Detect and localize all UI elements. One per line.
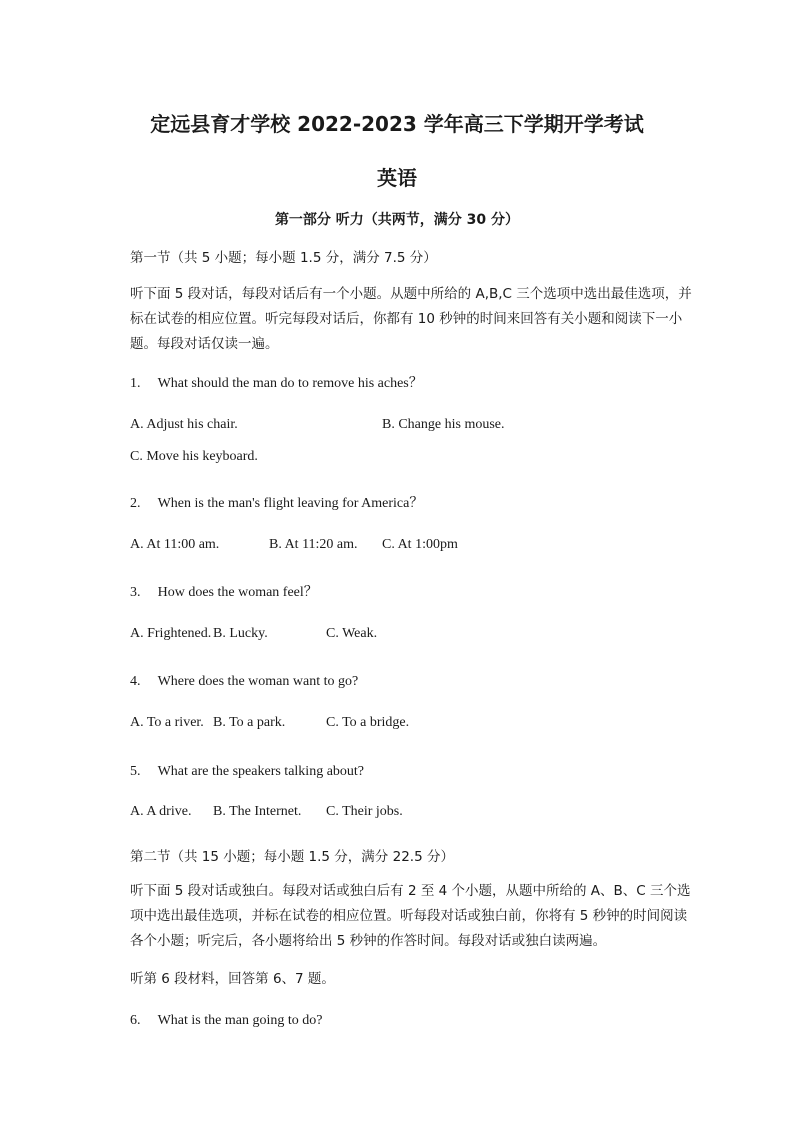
option-c: C. To a bridge. <box>326 715 410 730</box>
question-text: When is the man's flight leaving for America？ <box>157 496 424 511</box>
question-3 <box>130 581 318 601</box>
question-text: What are the speakers talking about? <box>157 764 365 779</box>
question-number: 6. <box>130 1013 141 1028</box>
question-number: 5. <box>130 764 141 779</box>
option-a: A. Adjust his chair. <box>130 417 238 432</box>
option-a: A. A drive. <box>130 804 192 819</box>
option-c: C. Their jobs. <box>326 804 403 819</box>
section2-instructions: 听下面 5 段对话或独白。每段对话或独白后有 2 至 4 个小题，从题中所给的 A、B、C 三个选项中选出最佳选项，并标在试卷的相应位置。听每段对话或独白前，你将有 5 秒钟的时间阅读各个小题；听完后，各小题将给出 5 秒钟的作答时间。每段对话或独白读两遍。 <box>130 883 691 949</box>
option-c: C. Weak. <box>326 626 378 641</box>
option-a: A. Frightened. <box>130 626 212 641</box>
question-text: What should the man do to remove his aches？ <box>157 376 423 391</box>
question-number: 3. <box>130 585 141 600</box>
material-note: 听第 6 段材料，回答第 6、7 题。 <box>130 971 335 987</box>
question-1 <box>130 372 423 392</box>
section1-heading: 第一节（共 5 小题；每小题 1.5 分，满分 7.5 分） <box>130 250 437 266</box>
question-6 <box>130 1009 322 1029</box>
question-text: Where does the woman want to go? <box>157 674 359 689</box>
question-text: How does the woman feel？ <box>157 585 318 600</box>
option-c: C. At 1:00pm <box>382 537 458 552</box>
option-b: B. To a park. <box>213 715 286 730</box>
subject-title: 英语 <box>377 166 417 190</box>
option-c: C. Move his keyboard. <box>130 449 258 464</box>
option-b: B. Lucky. <box>213 626 268 641</box>
question-2 <box>130 492 423 512</box>
question-4 <box>130 670 358 690</box>
option-b: B. Change his mouse. <box>382 417 505 432</box>
option-b: B. The Internet. <box>213 804 302 819</box>
exam-title: 定远县育才学校 2022-2023 学年高三下学期开学考试 <box>150 112 644 136</box>
question-5 <box>130 760 364 780</box>
question-number: 1. <box>130 376 141 391</box>
option-b: B. At 11:20 am. <box>269 537 358 552</box>
question-text: What is the man going to do? <box>157 1013 323 1028</box>
question-number: 2. <box>130 496 141 511</box>
part1-heading: 第一部分 听力（共两节，满分 30 分） <box>274 212 520 228</box>
question-number: 4. <box>130 674 141 689</box>
section2-heading: 第二节（共 15 小题；每小题 1.5 分，满分 22.5 分） <box>130 849 454 865</box>
section1-instructions: 听下面 5 段对话，每段对话后有一个小题。从题中所给的 A,B,C 三个选项中选出最佳选项，并标在试卷的相应位置。听完每段对话后，你都有 10 秒钟的时间来回答有关小题和阅读下一小题。每段对话仅读一遍。 <box>130 286 692 352</box>
option-a: A. At 11:00 am. <box>130 537 220 552</box>
option-a: A. To a river. <box>130 715 204 730</box>
